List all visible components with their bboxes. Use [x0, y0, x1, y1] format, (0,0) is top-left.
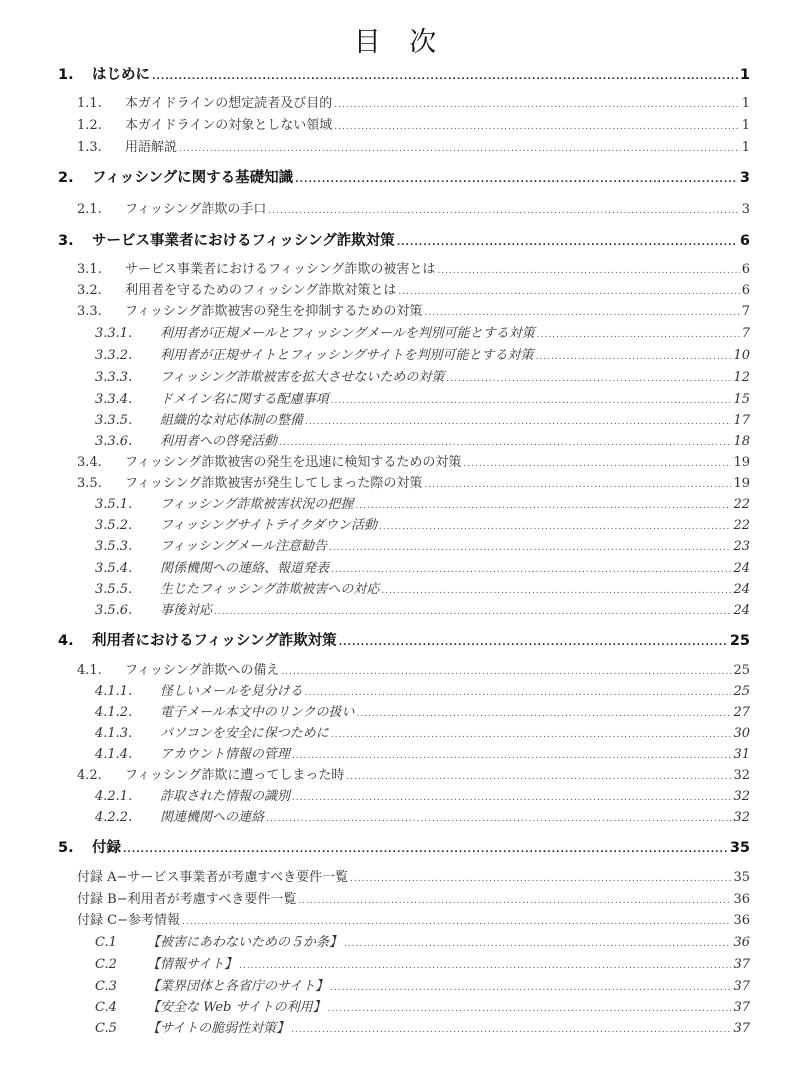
- toc-number: 4.2.2.: [95, 810, 133, 825]
- toc-title: 本ガイドラインの想定読者及び目的: [125, 96, 333, 111]
- toc-number: 2.1.: [77, 202, 102, 217]
- leader-dots: [281, 667, 731, 677]
- leader-dots: [346, 772, 731, 782]
- leader-dots: [266, 814, 731, 824]
- toc-title: 付録 C−参考情報: [77, 913, 180, 928]
- leader-dots: [344, 939, 731, 949]
- leader-dots: [331, 396, 732, 406]
- leader-dots: [268, 206, 739, 216]
- toc-entry-2-1[interactable]: [77, 198, 750, 217]
- leader-dots: [123, 845, 728, 855]
- toc-number: 3.5.4.: [95, 561, 133, 576]
- toc-entry-4-1-3[interactable]: [95, 722, 750, 741]
- toc-number: 3.1.: [77, 262, 102, 277]
- toc-title: フィッシングメール注意勧告: [160, 539, 327, 554]
- toc-number: 4.: [58, 633, 74, 649]
- toc-number: 1.: [58, 67, 74, 83]
- toc-title: 【安全な Web サイトの利用】: [147, 1000, 326, 1015]
- toc-title: 利用者を守るためのフィッシング詐欺対策とは: [125, 283, 397, 298]
- toc-entry-3-5-4[interactable]: [95, 557, 750, 576]
- toc-page: 1: [741, 140, 750, 155]
- toc-page: 36: [733, 892, 750, 907]
- toc-entry-4-2-1[interactable]: [95, 785, 750, 804]
- leader-dots: [463, 459, 731, 469]
- toc-number: 1.1.: [77, 96, 102, 111]
- toc-page: 7: [741, 326, 750, 341]
- toc-page: 24: [733, 582, 750, 597]
- toc-number: 4.2.1.: [95, 789, 133, 804]
- leader-dots: [279, 438, 731, 448]
- toc-entry-3-5-1[interactable]: [95, 493, 750, 512]
- leader-dots: [330, 983, 731, 993]
- toc-entry-4-1-2[interactable]: [95, 701, 750, 720]
- toc-page: 30: [733, 726, 750, 741]
- leader-dots: [339, 638, 728, 648]
- toc-entry-c2[interactable]: [95, 953, 750, 972]
- toc-entry-c4[interactable]: [95, 996, 750, 1015]
- toc-entry-5[interactable]: [58, 836, 750, 857]
- leader-dots: [350, 874, 731, 884]
- leader-dots: [331, 730, 732, 740]
- toc-entry-3-3-5[interactable]: [95, 409, 750, 428]
- toc-number: 3.2.: [77, 283, 102, 298]
- toc-title: フィッシング詐欺被害の発生を迅速に検知するための対策: [125, 455, 462, 470]
- toc-page: 6: [741, 262, 750, 277]
- toc-number: 3.3.4.: [95, 392, 133, 407]
- toc-entry-4-1-4[interactable]: [95, 743, 750, 762]
- toc-page: 1: [741, 96, 750, 111]
- toc-number: 4.1.4.: [95, 747, 133, 762]
- toc-title: フィッシング詐欺への備え: [125, 663, 280, 678]
- toc-entry-3-5-2[interactable]: [95, 514, 750, 533]
- toc-entry-4-1[interactable]: [77, 659, 750, 678]
- toc-page: 1: [741, 118, 750, 133]
- toc-page: 15: [733, 392, 750, 407]
- toc-number: 3.3.5.: [95, 413, 133, 428]
- toc-page: 36: [733, 913, 750, 928]
- toc-entry-4-2[interactable]: [77, 764, 750, 783]
- toc-page: 24: [733, 603, 750, 618]
- toc-title: 事後対応: [160, 603, 213, 618]
- leader-dots: [424, 480, 731, 490]
- toc-entry-3-4[interactable]: [77, 451, 750, 470]
- toc-entry-3-5[interactable]: [77, 472, 750, 491]
- leader-dots: [379, 522, 731, 532]
- toc-number: 5.: [58, 840, 74, 856]
- leader-dots: [305, 688, 732, 698]
- toc-number: 3.3.1.: [95, 326, 133, 341]
- leader-dots: [331, 565, 731, 575]
- toc-title: アカウント情報の管理: [160, 747, 290, 762]
- toc-page: 32: [733, 789, 750, 804]
- toc-page: 22: [733, 497, 750, 512]
- toc-number: 3.3.3.: [95, 370, 133, 385]
- toc-page: 19: [733, 455, 750, 470]
- toc-number: 2.: [58, 170, 74, 186]
- toc-title: 本ガイドラインの対象としない領域: [125, 118, 333, 133]
- toc-title: 利用者への啓発活動: [160, 434, 278, 449]
- toc-page: 27: [733, 705, 750, 720]
- leader-dots: [397, 238, 738, 248]
- toc-page: 22: [733, 518, 750, 533]
- toc-entry-1-1[interactable]: [77, 92, 750, 111]
- toc-page: 32: [733, 768, 750, 783]
- toc-title: 怪しいメールを見分ける: [160, 684, 303, 699]
- toc-page: 35: [733, 870, 750, 885]
- toc-page: 18: [733, 434, 750, 449]
- leader-dots: [292, 793, 731, 803]
- toc-title: 【情報サイト】: [147, 957, 238, 972]
- toc-entry-1-3[interactable]: [77, 136, 750, 155]
- leader-dots: [179, 144, 740, 154]
- toc-page: 12: [733, 370, 750, 385]
- toc-title: 付録 B−利用者が考慮すべき要件一覧: [77, 892, 297, 907]
- leader-dots: [298, 896, 731, 906]
- leader-dots: [239, 961, 731, 971]
- toc-entry-appendix-a[interactable]: [77, 866, 750, 885]
- toc-entry-1-2[interactable]: [77, 114, 750, 133]
- toc-page: 37: [733, 1021, 750, 1036]
- toc-number: 3.5.: [77, 476, 102, 491]
- toc-page: 25: [733, 663, 750, 678]
- toc-page: 24: [733, 561, 750, 576]
- toc-entry-3-2[interactable]: [77, 279, 750, 298]
- toc-entry-3-3-3[interactable]: [95, 366, 750, 385]
- toc-entry-3-5-5[interactable]: [95, 578, 750, 597]
- toc-page: 37: [733, 979, 750, 994]
- leader-dots: [355, 501, 731, 511]
- leader-dots: [152, 72, 738, 82]
- toc-number: C.4: [95, 1000, 117, 1015]
- leader-dots: [398, 287, 739, 297]
- leader-dots: [356, 709, 731, 719]
- toc-number: 4.1.3.: [95, 726, 133, 741]
- toc-title: フィッシング詐欺被害の発生を抑制するための対策: [125, 304, 423, 319]
- leader-dots: [446, 374, 731, 384]
- toc-number: 3.3.: [77, 304, 102, 319]
- leader-dots: [334, 122, 739, 132]
- toc-page: 23: [733, 539, 750, 554]
- toc-page: 32: [733, 810, 750, 825]
- toc-page: 25: [729, 633, 750, 649]
- toc-entry-4-1-1[interactable]: [95, 680, 750, 699]
- leader-dots: [328, 1004, 732, 1014]
- toc-entry-3-3-2[interactable]: [95, 344, 750, 363]
- toc-title: フィッシング詐欺に遭ってしまった時: [125, 768, 345, 783]
- toc-title: 詐取された情報の識別: [160, 789, 291, 804]
- toc-page: 19: [733, 476, 750, 491]
- leader-dots: [437, 266, 739, 276]
- toc-page: 17: [733, 413, 750, 428]
- toc-title: 付録 A−サービス事業者が考慮すべき要件一覧: [77, 870, 349, 885]
- toc-title: サービス事業者におけるフィッシング詐欺対策: [92, 233, 395, 249]
- leader-dots: [214, 607, 731, 617]
- toc-number: 3.3.6.: [95, 434, 133, 449]
- leader-dots: [424, 308, 739, 318]
- toc-page: 37: [733, 1000, 750, 1015]
- toc-page: 10: [733, 348, 750, 363]
- toc-title: ドメイン名に関する配慮事項: [160, 392, 329, 407]
- toc-title: 利用者が正規サイトとフィッシングサイトを判別可能とする対策: [160, 348, 534, 363]
- toc-entry-2[interactable]: [58, 166, 750, 187]
- toc-title: 生じたフィッシング詐欺被害への対応: [160, 582, 380, 597]
- toc-number: 1.3.: [77, 140, 102, 155]
- toc-entry-3[interactable]: [58, 229, 750, 250]
- toc-entry-3-3[interactable]: [77, 300, 750, 319]
- toc-title: 組織的な対応体制の整備: [160, 413, 304, 428]
- toc-number: 3.3.2.: [95, 348, 133, 363]
- toc-title: フィッシング詐欺被害状況の把握: [160, 497, 354, 512]
- toc-number: 4.2.: [77, 768, 102, 783]
- toc-entry-c1[interactable]: [95, 931, 750, 950]
- toc-page: 31: [733, 747, 750, 762]
- toc-entry-appendix-c[interactable]: [77, 909, 750, 928]
- toc-page: 25: [733, 684, 750, 699]
- leader-dots: [329, 543, 731, 553]
- toc-title: 関連機関への連絡: [160, 810, 265, 825]
- leader-dots: [291, 1025, 731, 1035]
- toc-title: フィッシングサイトテイクダウン活動: [160, 518, 378, 533]
- toc-title: 電子メール本文中のリンクの扱い: [160, 705, 355, 720]
- toc-number: 4.1.1.: [95, 684, 133, 699]
- toc-number: 3.5.5.: [95, 582, 133, 597]
- toc-title: 【被害にあわないための５か条】: [147, 935, 343, 950]
- toc-title: 関係機関への連絡、報道発表: [160, 561, 330, 576]
- leader-dots: [536, 352, 732, 362]
- toc-number: 4.1.2.: [95, 705, 133, 720]
- toc-title: はじめに: [92, 67, 150, 83]
- toc-number: 3.4.: [77, 455, 102, 470]
- toc-title: 用語解説: [125, 140, 178, 155]
- toc-number: 1.2.: [77, 118, 102, 133]
- toc-number: 4.1.: [77, 663, 102, 678]
- toc-page: 6: [739, 233, 750, 249]
- toc-title: 【業界団体と各省庁のサイト】: [147, 979, 329, 994]
- toc-number: C.3: [95, 979, 117, 994]
- toc-title: フィッシングに関する基礎知識: [92, 170, 294, 186]
- toc-title: 【サイトの脆弱性対策】: [147, 1021, 290, 1036]
- toc-title: 利用者におけるフィッシング詐欺対策: [92, 633, 337, 649]
- leader-dots: [381, 586, 731, 596]
- toc-number: C.5: [95, 1021, 117, 1036]
- leader-dots: [537, 330, 740, 340]
- toc-page: 7: [741, 304, 750, 319]
- toc-entry-3-5-6[interactable]: [95, 599, 750, 618]
- toc-entry-3-1[interactable]: [77, 258, 750, 277]
- toc-entry-1[interactable]: [58, 63, 750, 84]
- toc-number: 3.5.2.: [95, 518, 133, 533]
- leader-dots: [292, 751, 732, 761]
- toc-page: 6: [741, 283, 750, 298]
- toc-entry-4[interactable]: [58, 629, 750, 650]
- toc-entry-3-3-4[interactable]: [95, 388, 750, 407]
- toc-entry-4-2-2[interactable]: [95, 806, 750, 825]
- toc-title: フィッシング詐欺被害が発生してしまった際の対策: [125, 476, 423, 491]
- toc-title: 利用者が正規メールとフィッシングメールを判別可能とする対策: [160, 326, 535, 341]
- toc-title: パソコンを安全に保つために: [160, 726, 329, 741]
- leader-dots: [295, 175, 738, 185]
- toc-entry-3-5-3[interactable]: [95, 535, 750, 554]
- toc-title: サービス事業者におけるフィッシング詐欺の被害とは: [125, 262, 436, 277]
- toc-number: 3.: [58, 233, 74, 249]
- toc-page: 1: [739, 67, 750, 83]
- toc-page: 3: [739, 170, 750, 186]
- toc-title: 付録: [92, 840, 121, 856]
- leader-dots: [182, 917, 731, 927]
- toc-number: C.1: [95, 935, 117, 950]
- toc-page: 36: [733, 935, 750, 950]
- toc-entry-c3[interactable]: [95, 975, 750, 994]
- toc-number: 3.5.3.: [95, 539, 133, 554]
- toc-page: 3: [741, 202, 750, 217]
- toc-entry-appendix-b[interactable]: [77, 888, 750, 907]
- toc-page: 35: [729, 840, 750, 856]
- toc-entry-3-3-1[interactable]: [95, 322, 750, 341]
- toc-entry-c5[interactable]: [95, 1017, 750, 1036]
- leader-dots: [334, 100, 739, 110]
- page-title: 目 次: [353, 27, 447, 58]
- toc-entry-3-3-6[interactable]: [95, 430, 750, 449]
- toc-title: フィッシング詐欺の手口: [125, 202, 267, 217]
- leader-dots: [305, 417, 731, 427]
- toc-number: 3.5.1.: [95, 497, 133, 512]
- toc-title: フィッシング詐欺被害を拡大させないための対策: [160, 370, 445, 385]
- toc-number: C.2: [95, 957, 117, 972]
- toc-number: 3.5.6.: [95, 603, 133, 618]
- toc-page: 37: [733, 957, 750, 972]
